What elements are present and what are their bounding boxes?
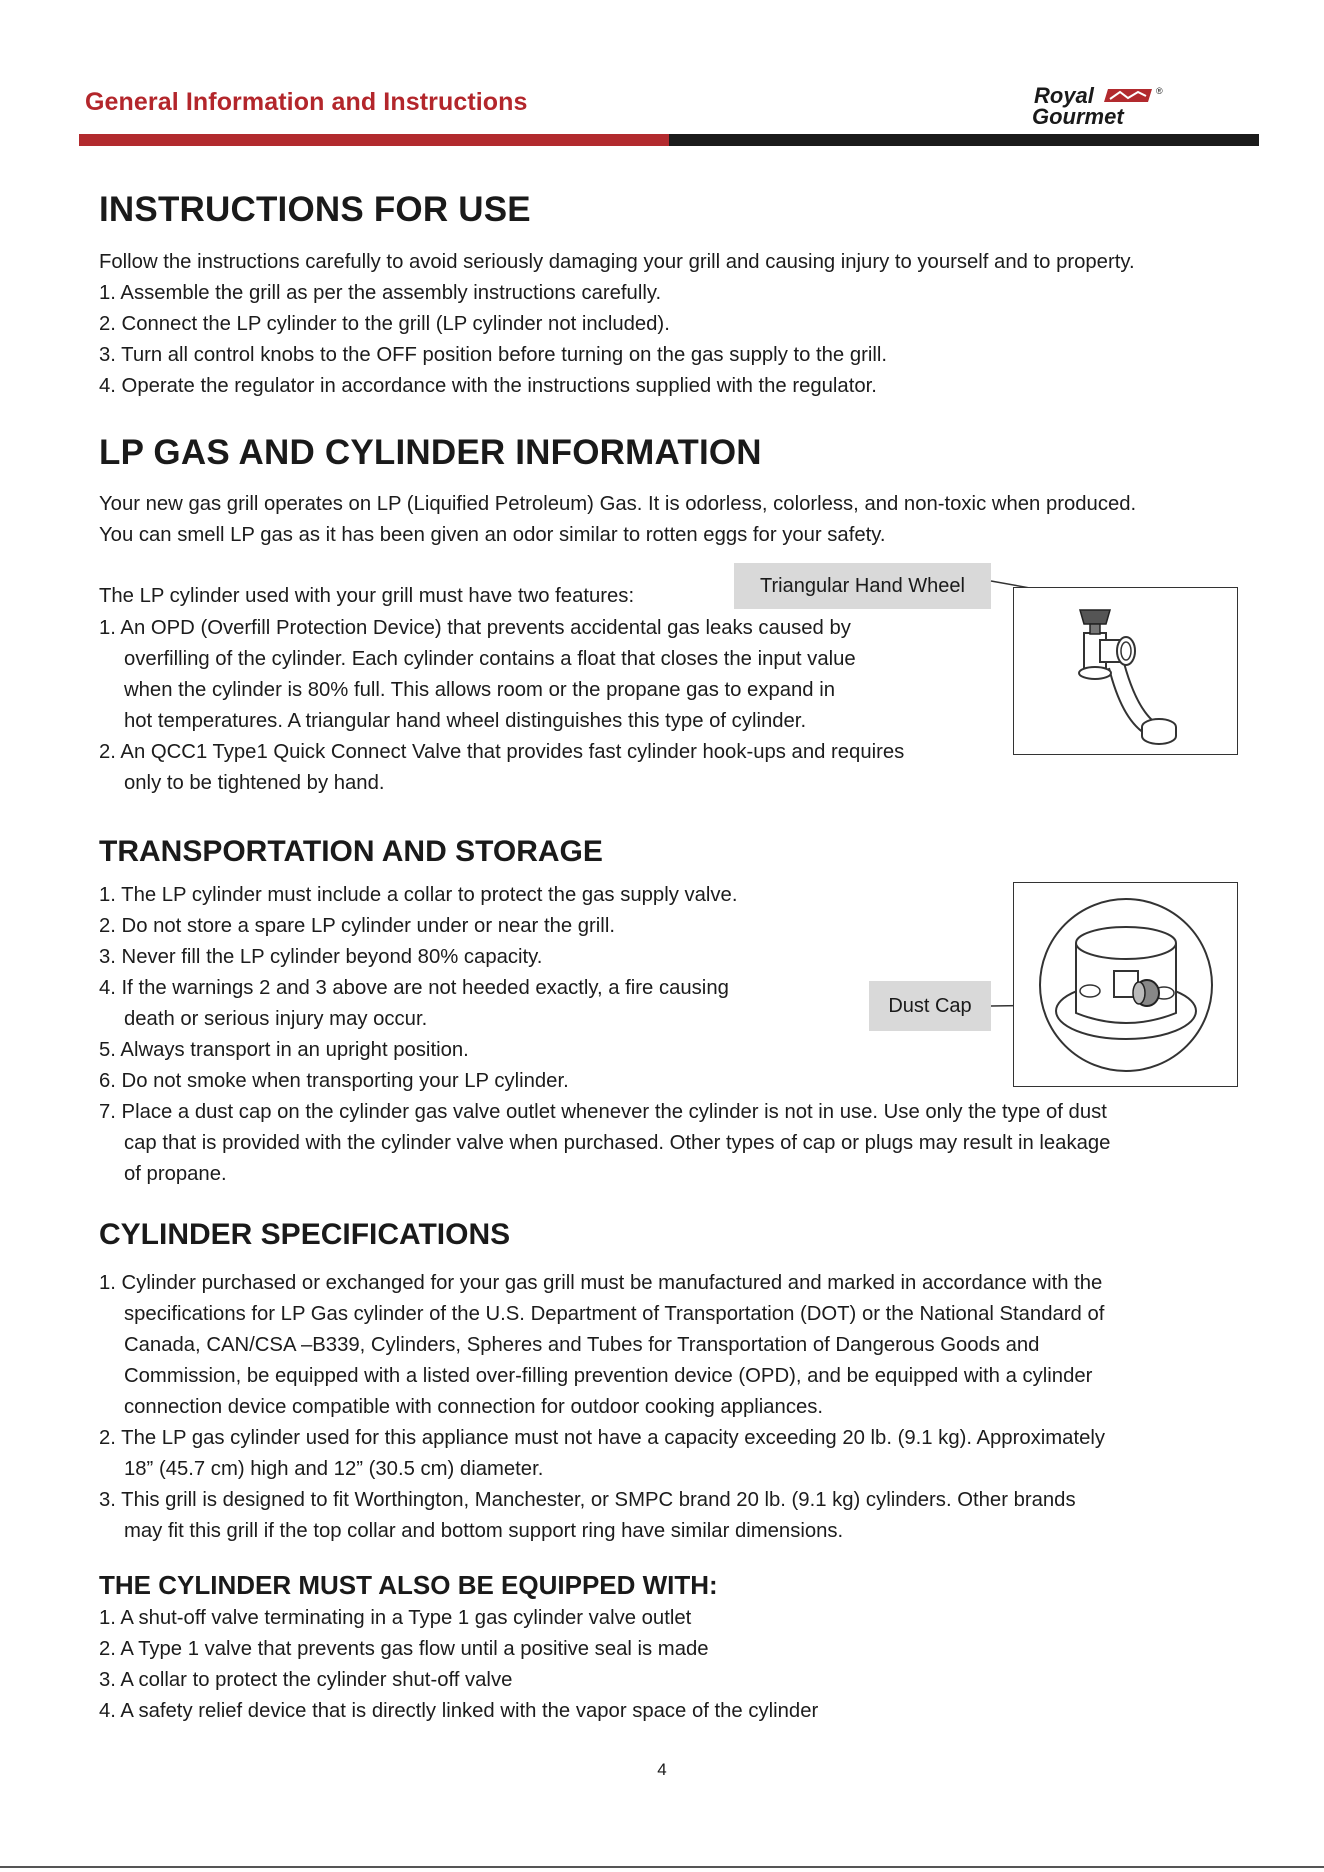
callout-dust-cap: Dust Cap: [869, 981, 991, 1031]
specs-item: Canada, CAN/CSA –B339, Cylinders, Spheres and Tubes for Transportation of Dangerous Goods and: [124, 1334, 1040, 1356]
specs-item: Commission, be equipped with a listed over-filling prevention device (OPD), and be equipped with a cylinder: [124, 1365, 1093, 1387]
lp-gas-paragraph: You can smell LP gas as it has been given an odor similar to rotten eggs for your safety.: [99, 524, 886, 546]
header-bar-red: [79, 134, 669, 146]
transport-item: cap that is provided with the cylinder valve when purchased. Other types of cap or plugs may result in leakage: [124, 1132, 1111, 1154]
specs-item: connection device compatible with connection for outdoor cooking appliances.: [124, 1396, 824, 1418]
equipped-item: 4. A safety relief device that is directly linked with the vapor space of the cylinder: [99, 1700, 819, 1722]
section-heading-equipped: THE CYLINDER MUST ALSO BE EQUIPPED WITH:: [99, 1570, 718, 1600]
instructions-item: 1. Assemble the grill as per the assembly instructions carefully.: [99, 282, 662, 304]
header-bar-black: [669, 134, 1259, 146]
transport-item: 4. If the warnings 2 and 3 above are not heeded exactly, a fire causing: [99, 977, 729, 999]
logo-text-gourmet: Gourmet: [1032, 104, 1124, 128]
transport-item: 1. The LP cylinder must include a collar to protect the gas supply valve.: [99, 884, 738, 906]
logo-registered-mark: ®: [1156, 86, 1163, 96]
callout-triangular-hand-wheel: Triangular Hand Wheel: [734, 563, 991, 609]
transport-item: death or serious injury may occur.: [124, 1008, 428, 1030]
instructions-item: 3. Turn all control knobs to the OFF position before turning on the gas supply to the grill.: [99, 344, 888, 366]
specs-item: 2. The LP gas cylinder used for this appliance must not have a capacity exceeding 20 lb. (9.1 kg). Approximately: [99, 1427, 1106, 1449]
hand-wheel-figure: [1013, 587, 1238, 755]
equipped-item: 3. A collar to protect the cylinder shut-off valve: [99, 1669, 513, 1691]
dust-cap-figure: [1013, 882, 1238, 1087]
transport-item: 3. Never fill the LP cylinder beyond 80% capacity.: [99, 946, 543, 968]
transport-item: of propane.: [124, 1163, 227, 1185]
transport-item: 6. Do not smoke when transporting your LP cylinder.: [99, 1070, 569, 1092]
logo-flag-icon: [1104, 89, 1152, 102]
equipped-item: 1. A shut-off valve terminating in a Type 1 gas cylinder valve outlet: [99, 1607, 692, 1629]
bottom-rule: [0, 1866, 1324, 1868]
cylinder-dust-cap-icon: [1014, 883, 1236, 1085]
lp-features-intro: The LP cylinder used with your grill must have two features:: [99, 585, 635, 607]
instructions-intro: Follow the instructions carefully to avoid seriously damaging your grill and causing injury to yourself and to property.: [99, 251, 1135, 273]
section-heading-specs: CYLINDER SPECIFICATIONS: [99, 1218, 511, 1251]
logo-text-royal: Royal: [1034, 84, 1094, 108]
section-heading-lp-gas: LP GAS AND CYLINDER INFORMATION: [99, 433, 762, 472]
royal-gourmet-logo: [1032, 84, 1232, 128]
lp-feature-item: overfilling of the cylinder. Each cylinder contains a float that closes the input value: [124, 648, 856, 670]
valve-hand-wheel-icon: [1014, 588, 1236, 753]
equipped-item: 2. A Type 1 valve that prevents gas flow until a positive seal is made: [99, 1638, 709, 1660]
lp-feature-item: only to be tightened by hand.: [124, 772, 385, 794]
instructions-item: 4. Operate the regulator in accordance with the instructions supplied with the regulator.: [99, 375, 877, 397]
lp-feature-item: hot temperatures. A triangular hand wheel distinguishes this type of cylinder.: [124, 710, 807, 732]
lp-feature-item: 2. An QCC1 Type1 Quick Connect Valve that provides fast cylinder hook-ups and requires: [99, 741, 905, 763]
specs-item: may fit this grill if the top collar and bottom support ring have similar dimensions.: [124, 1520, 844, 1542]
specs-item: 1. Cylinder purchased or exchanged for your gas grill must be manufactured and marked in accordance with the: [99, 1272, 1103, 1294]
lp-gas-paragraph: Your new gas grill operates on LP (Liquified Petroleum) Gas. It is odorless, colorless, and non-toxic when produced.: [99, 493, 1137, 515]
section-heading-instructions: INSTRUCTIONS FOR USE: [99, 190, 531, 229]
page-header-title: General Information and Instructions: [85, 88, 528, 116]
transport-item: 5. Always transport in an upright position.: [99, 1039, 469, 1061]
lp-feature-item: when the cylinder is 80% full. This allows room or the propane gas to expand in: [124, 679, 835, 701]
specs-item: 3. This grill is designed to fit Worthington, Manchester, or SMPC brand 20 lb. (9.1 kg) cylinders. Other brands: [99, 1489, 1076, 1511]
transport-item: 7. Place a dust cap on the cylinder gas valve outlet whenever the cylinder is not in use. Use only the type of dust: [99, 1101, 1107, 1123]
lp-feature-item: 1. An OPD (Overfill Protection Device) that prevents accidental gas leaks caused by: [99, 617, 851, 639]
transport-item: 2. Do not store a spare LP cylinder under or near the grill.: [99, 915, 615, 937]
section-heading-transport: TRANSPORTATION AND STORAGE: [99, 835, 603, 868]
specs-item: specifications for LP Gas cylinder of the U.S. Department of Transportation (DOT) or the National Standard of: [124, 1303, 1105, 1325]
instructions-item: 2. Connect the LP cylinder to the grill (LP cylinder not included).: [99, 313, 670, 335]
specs-item: 18” (45.7 cm) high and 12” (30.5 cm) diameter.: [124, 1458, 544, 1480]
page-number: 4: [657, 1760, 667, 1779]
